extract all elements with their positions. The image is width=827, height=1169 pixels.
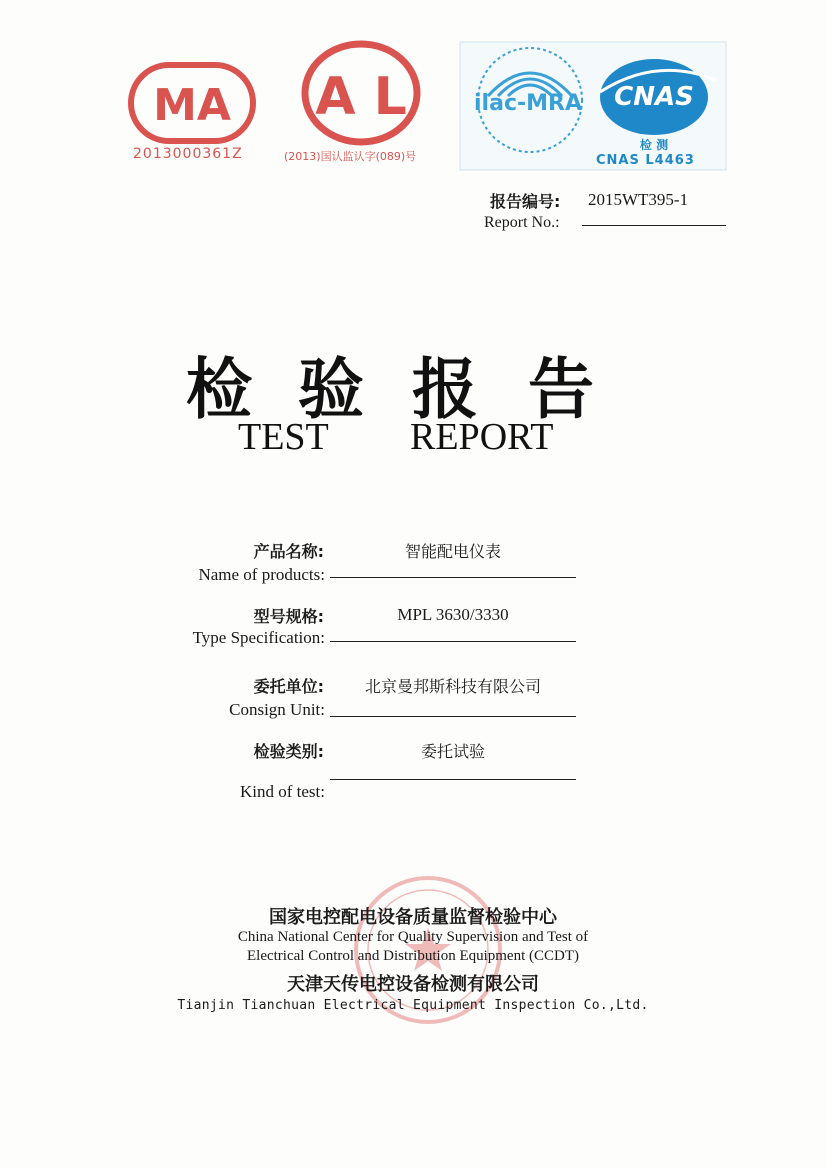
field-value: MPL 3630/3330 [397,605,509,624]
title-char-4: 告 [528,351,594,428]
org2-name-cn: 天津天传电控设备检测有限公司 [287,974,539,995]
field-label-cn: 型号规格: [253,607,324,626]
field-label-cn: 产品名称: [253,542,324,561]
cal-cert-number: (2013)国认监认字(089)号 [284,150,417,163]
field-label-en: Consign Unit: [229,700,325,719]
svg-text:MA: MA [153,80,231,131]
title-en-test: TEST [238,416,329,458]
report-no-label-en: Report No.: [484,214,560,231]
field-value: 北京曼邦斯科技有限公司 [364,677,541,696]
field-underline [330,577,576,578]
org1-name-en-line1: China National Center for Quality Supervision and Test of [237,929,589,945]
field-value: 委托试验 [420,742,485,761]
cma-seal-icon [128,62,256,144]
field-label-cn: 委托单位: [253,677,324,696]
report-no-underline [582,225,726,226]
field-label-cn: 检验类别: [253,742,324,761]
title-char-3: 报 [412,351,478,428]
svg-text:检 测: 检 测 [639,138,669,152]
org1-name-cn: 国家电控配电设备质量监督检验中心 [269,907,557,928]
title-en-report: REPORT [410,416,554,458]
cnas-icon [596,52,720,152]
svg-text:A L: A L [315,67,407,127]
field-underline [330,779,576,780]
cma-cert-number: 2013000361Z [133,146,243,162]
org1-name-en-line2: Electrical Control and Distribution Equipment (CCDT) [246,948,580,964]
field-underline [330,716,576,717]
cal-seal-icon [300,40,422,146]
field-label-en: Kind of test: [240,782,325,801]
field-underline [330,641,576,642]
report-no-label-cn: 报告编号: [490,192,561,211]
org2-name-en: Tianjin Tianchuan Electrical Equipment Inspection Co.,Ltd. [177,998,649,1013]
svg-text:ilac-MRA: ilac-MRA [474,91,582,116]
field-label-en: Name of products: [198,565,325,584]
title-char-1: 检 [186,351,252,428]
report-no-value: 2015WT395-1 [588,190,689,209]
field-value: 智能配电仪表 [404,542,501,561]
svg-text:CNAS: CNAS [614,82,694,112]
cnas-cert-number: CNAS L4463 [596,153,695,168]
field-label-en: Type Specification: [192,628,325,647]
title-char-2: 验 [298,351,364,428]
